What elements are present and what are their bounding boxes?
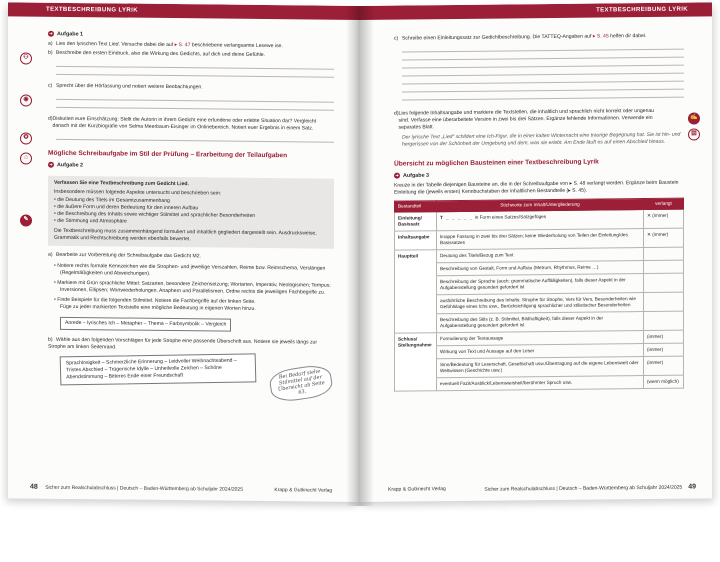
table-cell: Einleitung/ Basissatz — [395, 212, 437, 231]
group-work-icon: ⚇ — [20, 52, 32, 64]
table-cell: eventuell Fazit/Ausblick/Lebensweisheit/berühmter Spruch usw. — [437, 376, 644, 391]
checkbox-cell[interactable] — [644, 274, 684, 293]
table-cell: Beschreibung der Sprache (auch: grammatische Auffälligkeiten), falls dieser Aspekt in der Aufgabenstellung gesondert gefordert ist — [437, 274, 644, 295]
table-cell: Hauptteil — [395, 250, 437, 333]
left-footer — [30, 484, 332, 494]
task-2b: b) Wähle aus den folgenden Vorschlägen für jede Strophe eine passende Überschrift aus. Notiere sie jeweils längs zur Strophe am linken Seitenrand. — [48, 336, 318, 351]
page-number: 48 — [30, 483, 38, 491]
list-item: • die äußere Form und deren Bedeutung für den inneren Aufbau — [54, 204, 328, 214]
column-header: Stichworte zum Inhalt/Untergliederung — [437, 199, 644, 212]
footer-text-group — [484, 483, 696, 492]
bausteine-table — [394, 198, 684, 392]
task-box-intro: Insbesondere müssen folgende Aspekte untersucht und beschrieben sein: — [54, 188, 222, 197]
table-cell: Deutung des Titels/Bezug zum Text — [437, 248, 644, 263]
publisher: Krapp & Gutknecht Verlag — [274, 487, 333, 494]
open-book — [8, 6, 712, 506]
online-icon: ⌂ — [20, 152, 32, 164]
footer-text: Sicher zum Realschulabschluss | Deutsch – Baden-Württemberg ab Schuljahr 2024/2025 — [484, 484, 683, 493]
stilmittel-box: Anrede – lyrisches Ich – Metapher – Thema – Farbsymbolik – Vergleich — [60, 317, 231, 332]
answer-line[interactable] — [56, 100, 334, 111]
arrow-icon: ➜ — [395, 172, 399, 178]
task-1d-right: d) Lies folgende Inhaltsangabe und markiere die Textstellen, die inhaltlich und sprachlich nicht korrekt oder ungenau sind. Verfasse eine überarbeitete Version in zwei bis drei Sätzen. Ergänze fehlende Informationen. Verwende ein separates Blatt. — [394, 107, 655, 131]
publisher: Krapp & Gutknecht Verlag — [388, 486, 446, 493]
checkbox-cell[interactable] — [644, 312, 684, 331]
checkbox-cell[interactable]: (immer) — [644, 357, 684, 376]
table-cell: ausführliche Beschreibung des Inhalts: Strophe für Strophe, Vers für Vers, Besonderheiten wie Gefühlslage eines Ichs usw., Berücksichtigung sprachlicher und stilistischer Besonderheiten — [437, 293, 644, 314]
table-cell: Beschreibung des Stils (z. B. Stilmittel, Bildhaftigkeit), falls dieser Aspekt in der Aufgabenstellung gesondert gefordert ist — [437, 312, 644, 333]
right-page-content — [394, 33, 684, 392]
table-cell: knappe Fassung in zwei bis drei Sätzen; keine Wiederholung von Teilen der Einleitung/des Basissatzes — [437, 229, 644, 250]
checkbox-cell[interactable] — [644, 248, 684, 261]
column-header: Bestandteil — [395, 201, 437, 212]
page-48 — [8, 2, 360, 502]
fill-in-blank[interactable]: T _ _ _ _ _ — [440, 215, 474, 221]
aufgabe-2-label: ➜ Aufgabe 2 — [49, 162, 84, 169]
arrow-icon: ➜ — [49, 30, 53, 36]
page-header-bar: TEXTBESCHREIBUNG LYRIK — [8, 2, 360, 20]
list-item: • Markiere mit Grün sprachliche Mittel: Satzarten, besondere Zeichensetzung; Wortarten, Imperativ, Neologismen; Tempus; Inversionen, Ellipsen; Wortwiederholungen, Anaphern und Parallelismen. Ordne rechts die jeweiligen Fachbegriffe zu. — [60, 280, 334, 297]
answer-line[interactable] — [56, 67, 334, 78]
task-1d: d) Diskutiert eure Einschätzung: Stellt die Autorin in ihrem Gedicht eine erfundene oder erlebte Situation dar? Vergleicht danach mit der Kurzbiografie von Selma Meerbaum-Eisinger im Onlinebereich. Notiert euer Ergebnis in einem Satz. — [48, 116, 317, 132]
task-2a-bullets — [48, 263, 334, 314]
table-cell: Schluss/ Stellungnahme — [395, 333, 437, 391]
task-box — [48, 176, 334, 249]
task-1c-right: c) Schreibe einen Einleitungssatz zur Gedichtbeschreibung. Die TATTEQ-Angaben auf ▸ S. 45 helfen dir dabei. — [394, 33, 647, 42]
task-1c: c) Sprecht über die Hörfassung und notiert weitere Beobachtungen. — [48, 83, 203, 91]
edit-icon: ✍ — [688, 112, 700, 124]
writing-task-icon: ✎ — [20, 214, 32, 226]
answer-line[interactable] — [56, 132, 334, 143]
task-box-outro: Die Textbeschreibung muss zusammenhängend formuliert und inhaltlich gegliedert dargestellt sein. Ausdrucksweise, Grammatik und Rechtschreibung werden ebenfalls bewertet. — [54, 227, 317, 243]
checkbox-cell[interactable] — [644, 293, 684, 312]
table-row — [395, 376, 684, 392]
right-footer — [388, 483, 696, 493]
headline-suggestions: Sprachlosigkeit – Schmerzliche Erinnerung – Leidvoller Weihnachtsabend – Tristes Abschied – Trügerische Idylle – Unheilvolle Zeichen – Schöne Abendstimmung – Bitteres Ende einer Freundschaft — [60, 353, 257, 385]
list-item: • die Beschreibung des Inhalts sowie wichtiger Stilmittel und sprachlicher Besonderheiten — [54, 211, 328, 221]
quoted-summary: Der lyrische Text „Lied“ schildert eine Ich-Figur, die in einer kalten Winternacht eine traurige Begegnung hat. Sie ist hin- und hergerissen von der Schönheit der Umgebung und dem, was sie erlebt. Am Ende läuft es auf einen Abschied hinaus. — [402, 131, 681, 148]
handwritten-note: Bei Bedarf siehe Stilmittel auf der Übersicht ab Seite 63. — [268, 363, 334, 404]
aufgabe-1-label: ➜ Aufgabe 1 — [49, 30, 84, 38]
table-cell: Inhaltsangabe — [395, 231, 437, 250]
checkbox-cell[interactable]: ✕ (immer) — [644, 229, 684, 248]
table-cell: Sinn/Bedeutung für Leserschaft, Gesellschaft usw./Übertragung auf die eigene Lebenswelt oder Weltwissen (Geschichte usw.) — [437, 357, 644, 378]
page-number: 49 — [688, 483, 696, 491]
checkbox-cell[interactable] — [644, 261, 684, 274]
checkbox-cell[interactable]: (immer) — [644, 344, 684, 357]
task-box-title: Verfassen Sie eine Textbeschreibung zum Gedicht Lied. — [54, 179, 189, 188]
list-item: • die Stimmung und Atmosphäre — [54, 218, 328, 228]
list-item: • die Deutung des Titels im Gesamtzusammenhang — [54, 197, 328, 207]
task-1a: a) Lies den lyrischen Text Lied. Versuche dabei die auf ▸ S. 47 beschriebene verlangsamte Lesewe ise. — [48, 41, 283, 50]
arrow-icon: ➜ — [49, 162, 53, 168]
discussion-icon: ✪ — [20, 132, 32, 144]
left-page-content — [48, 31, 334, 386]
section-title-bausteine: Übersicht zu möglichen Bausteinen einer Textbeschreibung Lyrik — [394, 158, 599, 168]
task-3-intro: Kreuze in der Tabelle diejenigen Bausteine an, die in der Schreibaufgabe von ▸ S. 48 verlangt werden. Ergänze beim Baustein Einleitung die (jeweils ersten) Kennbuchstaben der inhaltlichen Bestandteile (▸ S. 45). — [394, 180, 679, 197]
audio-icon: ◉ — [20, 94, 32, 106]
page-49 — [360, 2, 712, 502]
column-header: verlangt — [644, 199, 684, 210]
task-2a: a) Bearbeite zur Vorbereitung der Schreibaufgabe das Gedicht M2. — [48, 251, 201, 260]
task-1b: b) Beschreibe den ersten Eindruck, also die Wirkung des Gedichts, auf dich und deine Gefühle. — [48, 50, 265, 59]
table-cell: Formulierung der Textaussage — [437, 331, 644, 346]
checkbox-cell[interactable]: (immer) — [644, 331, 684, 344]
section-title-schreibaufgabe: Mögliche Schreibaufgabe im Stil der Prüfung – Erarbeitung der Teilaufgaben — [48, 150, 288, 160]
checkbox-cell[interactable]: ✕ (immer) — [644, 210, 684, 229]
page-header-bar: TEXTBESCHREIBUNG LYRIK — [360, 2, 712, 20]
separate-sheet-icon: ▤ — [688, 128, 700, 140]
aspect-list — [54, 197, 328, 228]
list-item: • Notiere rechts formale Kennzeichen wie die Strophen- und jeweilige Verszahlen, Reime bzw. Reimschema, Verslängen (Regelmäßigkeiten und Abweichungen). — [60, 263, 334, 280]
table-cell: Beschreibung von Gestalt, Form und Aufbau (Metrum, Rhythmus, Reime …) — [437, 261, 644, 276]
list-item: • Finde Beispiele für die folgenden Stilmittel. Notiere die Fachbegriffe auf der linken Seite. Füge zu jeder markierten Textstelle eine mögliche Bedeutung in eigenen Worten hinzu. — [60, 297, 260, 313]
answer-line[interactable] — [402, 90, 684, 101]
table-cell: T _ _ _ _ _ in Form eines Satzes/Satzgefüges — [437, 210, 644, 231]
table-cell: Wirkung von Text und Aussage auf den Leser — [437, 344, 644, 359]
footer-text: Sicher zum Realschulabschluss | Deutsch – Baden-Württemberg ab Schuljahr 2024/2025 — [45, 484, 243, 493]
aufgabe-3-label: ➜ Aufgabe 3 — [395, 172, 430, 179]
checkbox-cell[interactable]: (wenn möglich) — [644, 376, 684, 389]
